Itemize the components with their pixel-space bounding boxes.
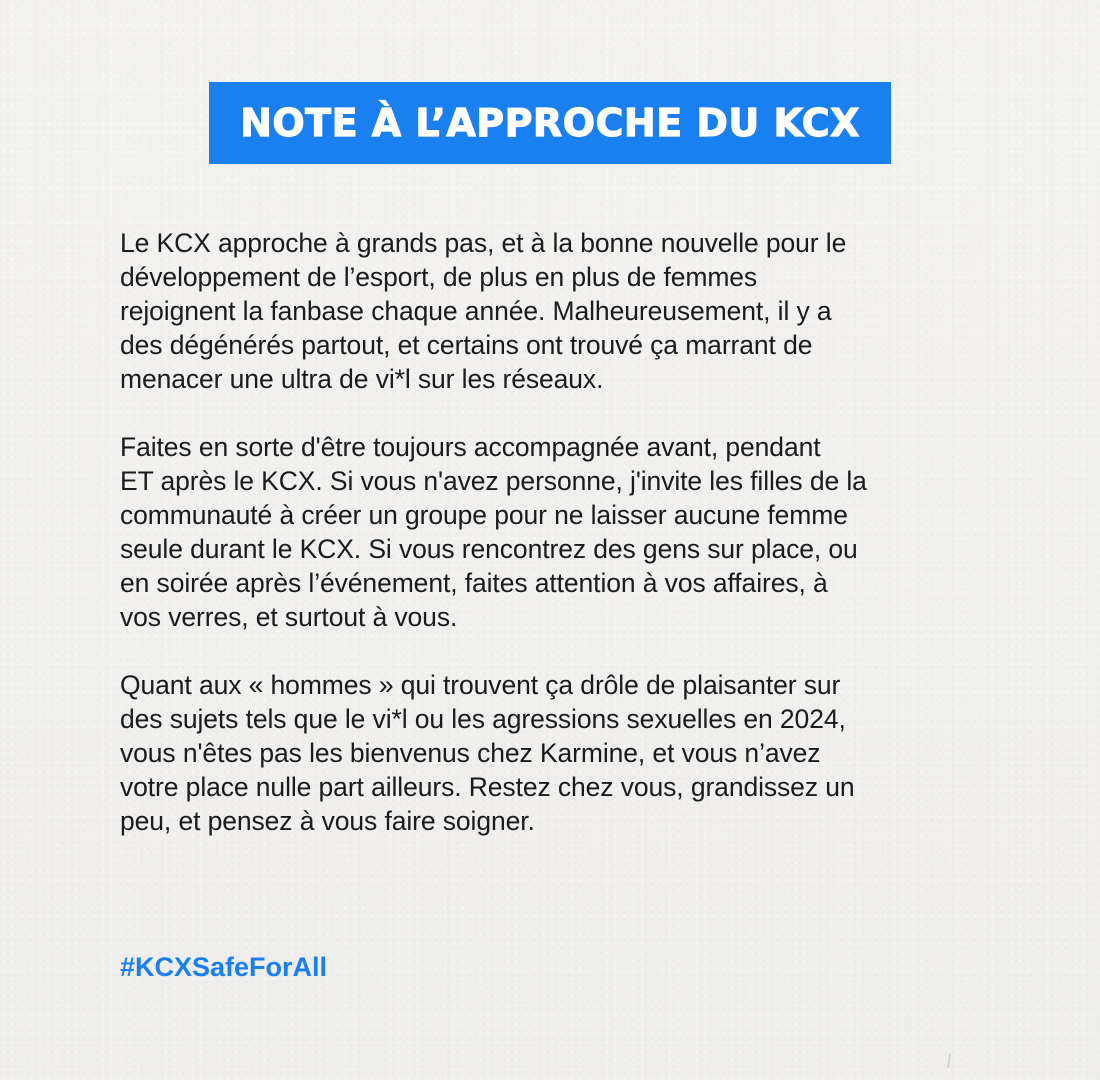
text-line: des dégénérés partout, et certains ont trouvé ça marrant de (120, 330, 813, 360)
paragraph-3 (120, 668, 1000, 838)
note-body (120, 226, 1000, 872)
text-line: seule durant le KCX. Si vous rencontrez des gens sur place, ou (120, 534, 858, 564)
text-line: rejoignent la fanbase chaque année. Malheureusement, il y a (120, 296, 832, 326)
text-line: Faites en sorte d'être toujours accompagnée avant, pendant (120, 432, 821, 462)
title-banner (209, 82, 891, 164)
text-line: vos verres, et surtout à vous. (120, 602, 458, 632)
hashtag: #KCXSafeForAll (120, 952, 328, 982)
text-line: vous n'êtes pas les bienvenus chez Karmine, et vous n’avez (120, 738, 821, 768)
text-line: votre place nulle part ailleurs. Restez chez vous, grandissez un (120, 772, 855, 802)
text-line: menacer une ultra de vi*l sur les réseaux. (120, 364, 604, 394)
text-line: des sujets tels que le vi*l ou les agressions sexuelles en 2024, (120, 704, 846, 734)
text-line: développement de l’esport, de plus en plus de femmes (120, 262, 758, 292)
text-line: ET après le KCX. Si vous n'avez personne, j'invite les filles de la (120, 466, 867, 496)
paragraph-1 (120, 226, 1000, 396)
text-line: communauté à créer un groupe pour ne laisser aucune femme (120, 500, 848, 530)
text-line: en soirée après l’événement, faites attention à vos affaires, à (120, 568, 828, 598)
text-line: Quant aux « hommes » qui trouvent ça drôle de plaisanter sur (120, 670, 841, 700)
text-line: peu, et pensez à vous faire soigner. (120, 806, 535, 836)
paper-mark (947, 1054, 951, 1068)
page-title: NOTE À L’APPROCHE DU KCX (240, 101, 860, 145)
paragraph-2 (120, 430, 1000, 634)
text-line: Le KCX approche à grands pas, et à la bonne nouvelle pour le (120, 228, 847, 258)
